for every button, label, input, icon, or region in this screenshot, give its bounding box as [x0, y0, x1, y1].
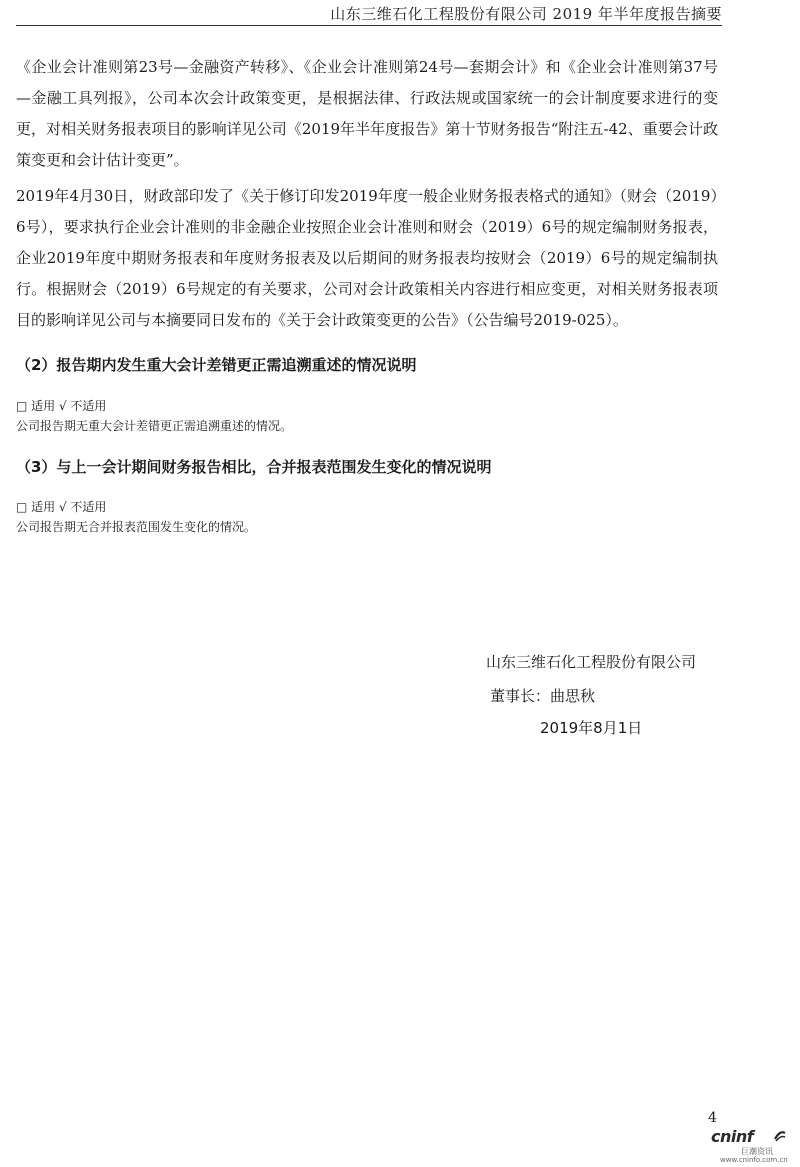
logo-subtitle: 巨潮资讯: [741, 1147, 773, 1156]
paragraph-format-notice: 2019年4月30日，财政部印发了《关于修订印发2019年度一般企业财务报表格式的通知》（财会（2019）6号），要求执行企业会计准则的非金融企业按照企业会计准则和财会（2019）6号的规定编制财务报表，企业2019年度中期财务报表和年度财务报表及以后期间的财务报表均按财会（2019）6号的规定编制执行。根据财会（2019）6号规定的有关要求，公司对会计政策相关内容进行相应变更，对相关财务报表项目的影响详见公司与本摘要同日发布的《关于会计政策变更的公告》（公告编号2019-025）。: [16, 187, 718, 329]
section-heading-error-correction: （2）报告期内发生重大会计差错更正需追溯重述的情况说明: [16, 356, 417, 374]
signature-date: 2019年8月1日: [540, 719, 643, 737]
header-divider: [16, 25, 722, 26]
section-heading-consolidation-scope: （3）与上一会计期间财务报告相比，合并报表范围发生变化的情况说明: [16, 458, 492, 476]
applicability-options: □ 适用 √ 不适用: [16, 399, 107, 413]
header-title: 山东三维石化工程股份有限公司 2019 年半年度报告摘要: [330, 5, 722, 23]
signature-company: 山东三维石化工程股份有限公司: [486, 653, 697, 671]
section-text: 公司报告期无合并报表范围发生变化的情况。: [16, 520, 257, 534]
logo-url: www.cninfo.com.cn: [720, 1156, 788, 1164]
cninfo-logo: [711, 1127, 791, 1163]
section-text: 公司报告期无重大会计差错更正需追溯重述的情况。: [16, 419, 293, 433]
page-number: 4: [708, 1110, 717, 1126]
applicability-options: □ 适用 √ 不适用: [16, 500, 107, 514]
paragraph-accounting-standards: 《企业会计准则第23号—金融资产转移》、《企业会计准则第24号—套期会计》和《企业会计准则第37号—金融工具列报》，公司本次会计政策变更，是根据法律、行政法规或国家统一的会计制度要求进行的变更，对相关财务报表项目的影响详见公司《2019年半年度报告》第十节财务报告“附注五-42、重要会计政策变更和会计估计变更”。: [16, 58, 718, 169]
signature-chairman: 董事长：曲思秋: [490, 687, 596, 705]
logo-text: cninf: [711, 1127, 754, 1146]
logo-swoosh-icon: [773, 1129, 787, 1143]
